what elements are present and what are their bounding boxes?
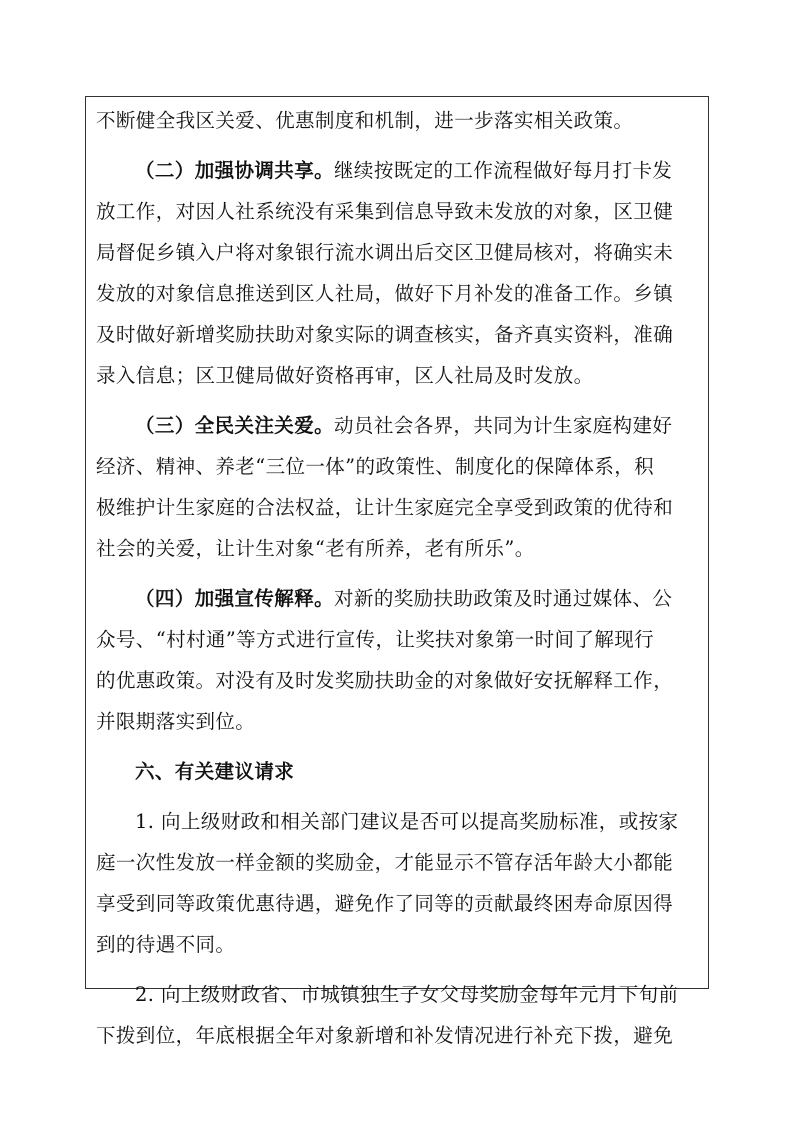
text-line: 下拨到位，年底根据全年对象新增和补发情况进行补充下拨，避免: [96, 1024, 674, 1047]
text-line: 录入信息；区卫健局做好资格再审，区人社局及时发放。: [96, 364, 594, 387]
paragraph-4-first-line: [96, 578, 700, 619]
text-line: 的优惠政策。对没有及时发奖励扶助金的对象做好安抚解释工作，: [96, 669, 674, 692]
suggestion-2-first-line: 2. 向上级财政省、市城镇独生子女父母奖励金每年元月下旬前: [135, 983, 679, 1006]
text-line: 到的待遇不同。: [96, 933, 236, 956]
text-line: 社会的关爱，让计生对象“老有所养，老有所乐”。: [96, 537, 535, 560]
document-body: [96, 100, 700, 1056]
text-line: 放工作，对因人社系统没有采集到信息导致未发放的对象，区卫健: [96, 200, 674, 223]
text-line: 并限期落实到位。: [96, 710, 256, 733]
text-line: 众号、“村村通”等方式进行宣传，让奖扶对象第一时间了解现行: [96, 628, 655, 651]
text-line: 不断健全我区关爱、优惠制度和机制，进一步落实相关政策。: [96, 109, 634, 132]
section-6-heading: 六、有关建议请求: [135, 760, 295, 783]
text-line: 经济、精神、养老“三位一体”的政策性、制度化的保障体系，积: [96, 455, 655, 478]
section-3-title: （三）全民关注关爱。: [135, 414, 335, 437]
paragraph-2-first-line: [96, 150, 700, 191]
text-line: 动员社会各界，共同为计生家庭构建好: [334, 414, 673, 437]
text-line: 对新的奖励扶助政策及时通过媒体、公: [334, 587, 673, 610]
text-line: 极维护计生家庭的合法权益，让计生家庭完全享受到政策的优待和: [96, 496, 674, 519]
suggestion-1-first-line: 1. 向上级财政和相关部门建议是否可以提高奖励标准，或按家: [135, 810, 679, 833]
text-line: 局督促乡镇入户将对象银行流水调出后交区卫健局核对，将确实未: [96, 241, 674, 264]
text-line: 继续按既定的工作流程做好每月打卡发: [334, 159, 673, 182]
text-line: 及时做好新增奖励扶助对象实际的调查核实，备齐真实资料，准确: [96, 323, 674, 346]
text-line: 庭一次性发放一样金额的奖励金，才能显示不管存活年龄大小都能: [96, 851, 674, 874]
text-line: 发放的对象信息推送到区人社局，做好下月补发的准备工作。乡镇: [96, 282, 674, 305]
section-4-title: （四）加强宣传解释。: [135, 587, 335, 610]
text-line: 享受到同等政策优惠待遇，避免作了同等的贡献最终困寿命原因得: [96, 892, 674, 915]
paragraph-3-first-line: [96, 405, 700, 446]
section-2-title: （二）加强协调共享。: [135, 159, 335, 182]
